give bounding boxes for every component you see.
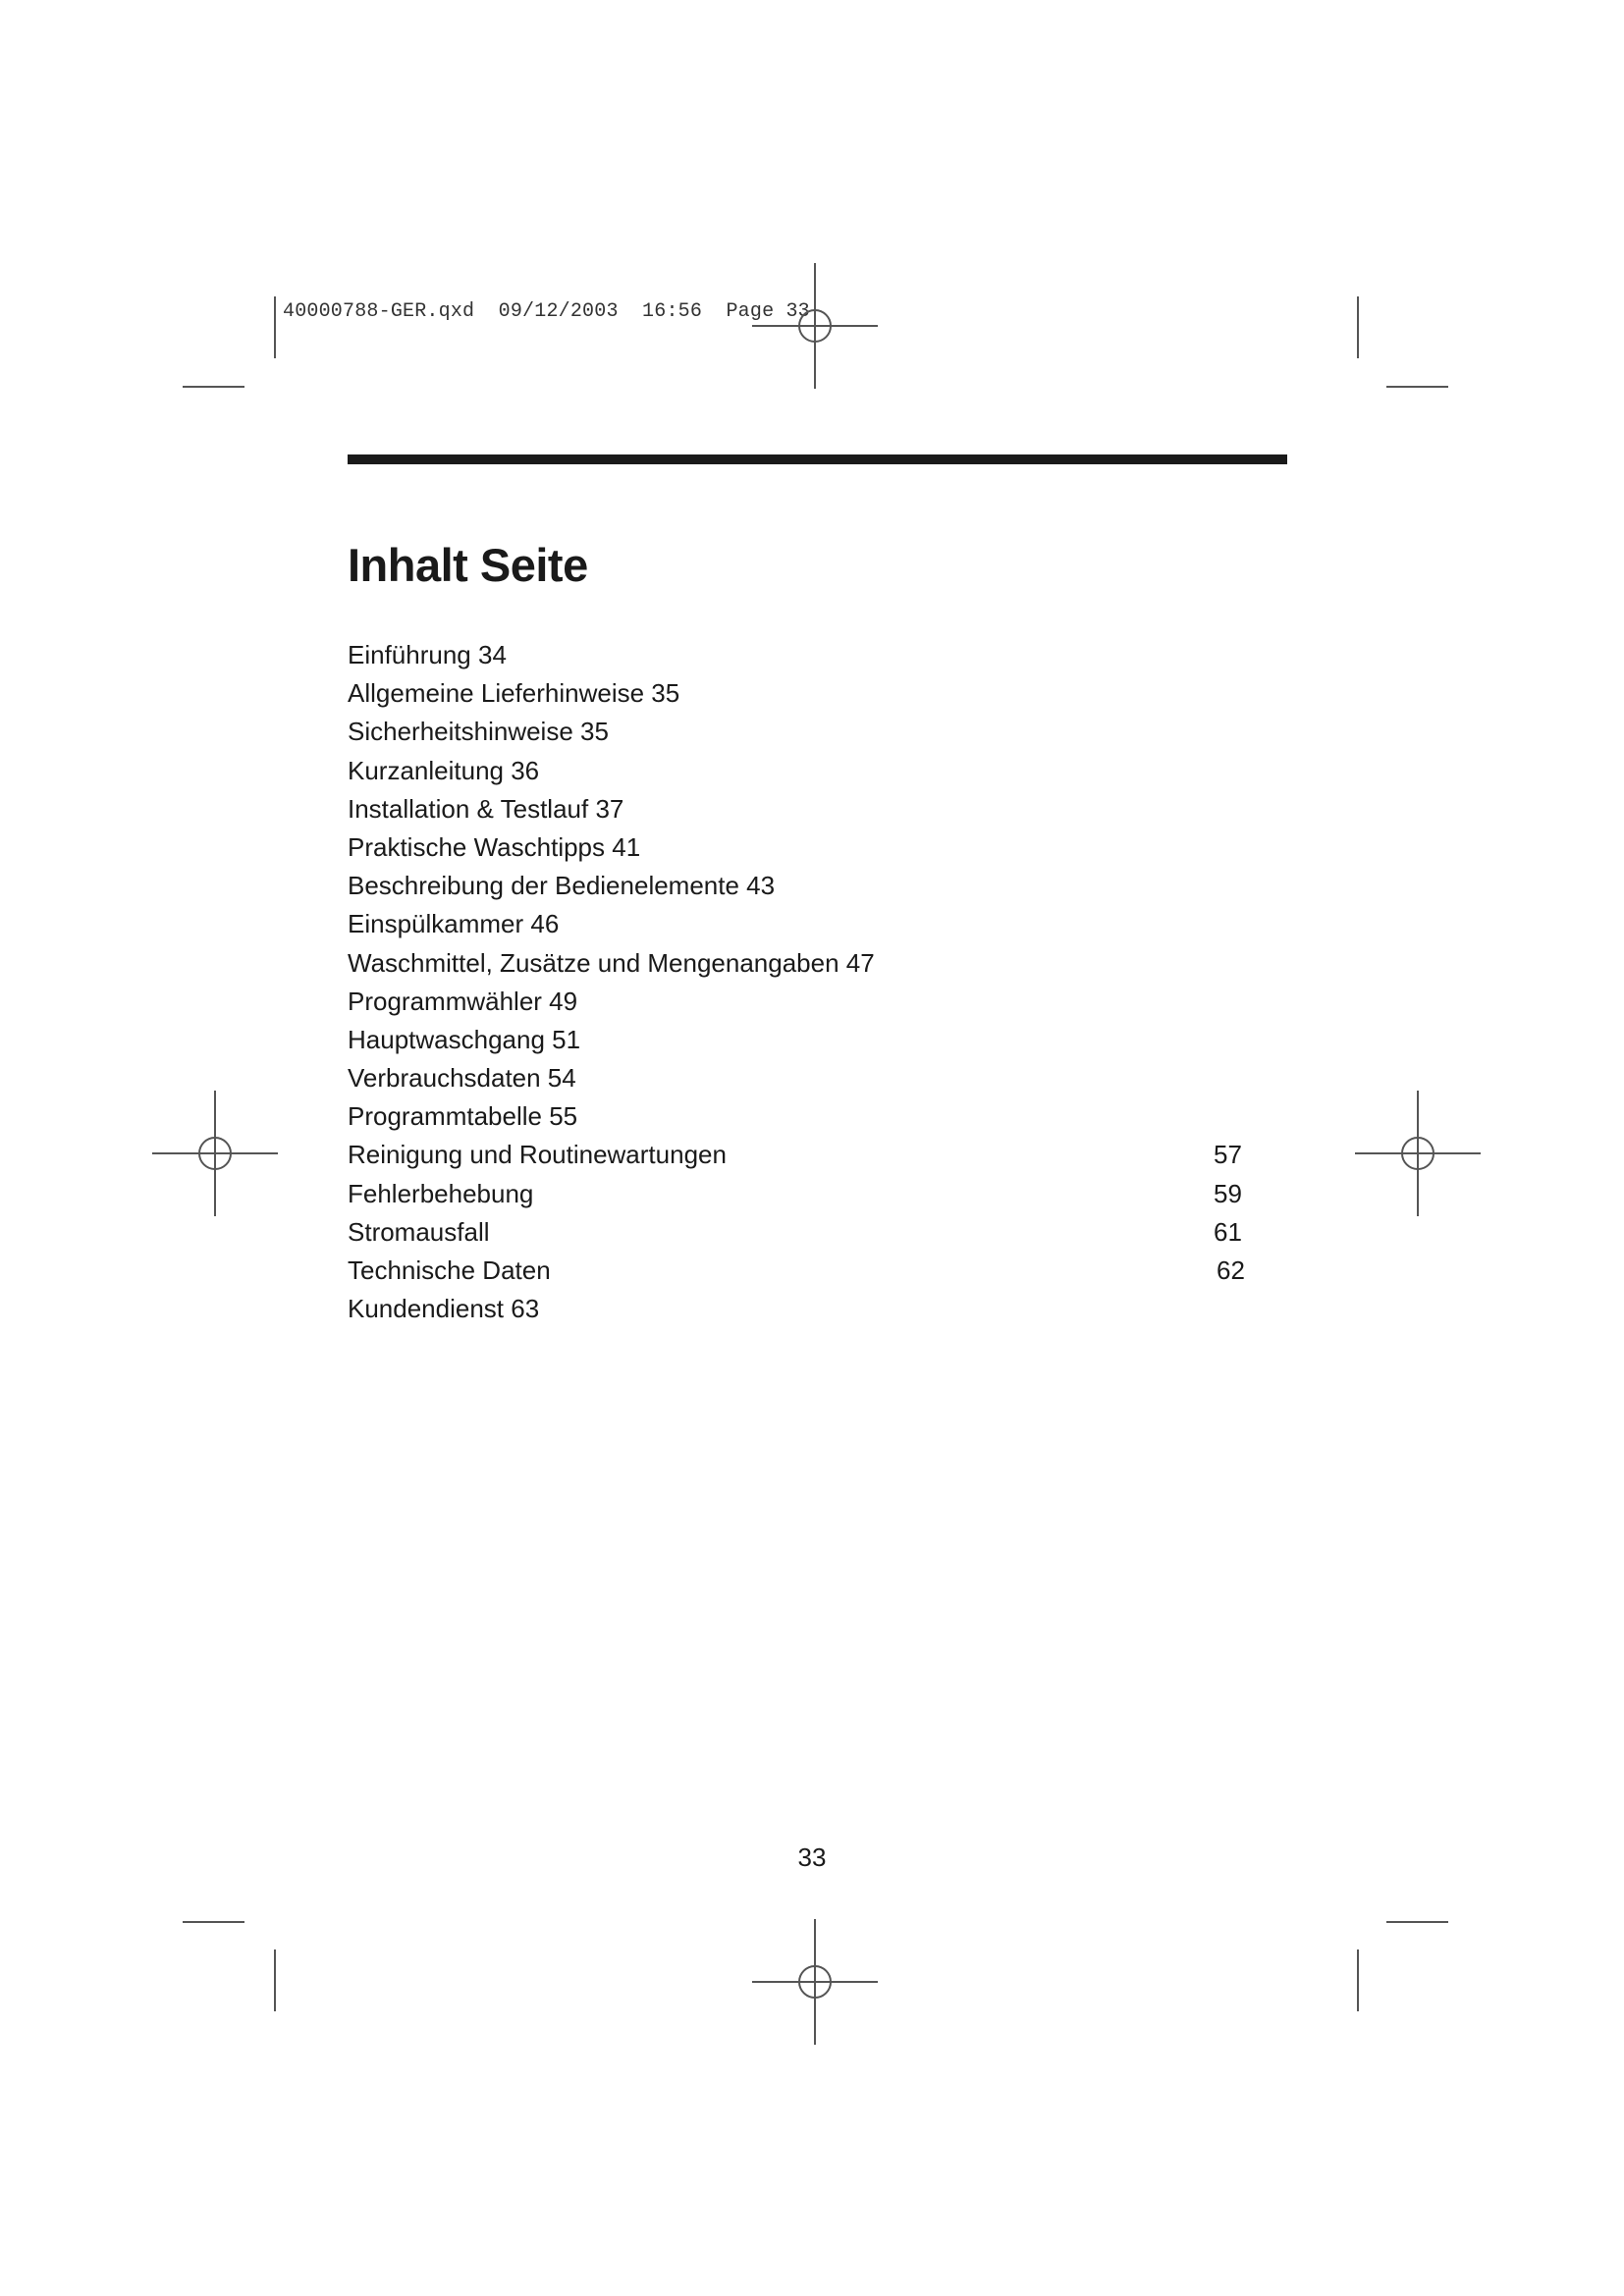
toc-entry-page: 59 (1214, 1178, 1242, 1208)
toc-entry-text: Kundendienst 63 (348, 1294, 540, 1324)
crop-mark-top-left-horizontal (183, 386, 244, 388)
toc-entry-text: Einführung 34 (348, 640, 507, 669)
toc-entry-page: 61 (1214, 1216, 1242, 1247)
toc-entry (348, 674, 1251, 713)
toc-entry-text: Programmwähler 49 (348, 986, 578, 1016)
toc-entry-title: Stromausfall (348, 1216, 490, 1247)
toc-entry-text: Waschmittel, Zusätze und Mengenangaben 47 (348, 947, 875, 978)
toc-entry (348, 752, 1251, 790)
toc-entry (348, 1097, 1251, 1136)
toc-entry-title: Reinigung und Routinewartungen (348, 1140, 727, 1170)
toc-entry (348, 713, 1251, 751)
toc-entry-text: Verbrauchsdaten 54 (348, 1063, 576, 1094)
registration-mark-left-icon (152, 1091, 278, 1216)
toc-entry (348, 944, 1251, 983)
toc-entry-text: Hauptwaschgang 51 (348, 1024, 581, 1054)
toc-entry-text: Kurzanleitung 36 (348, 755, 540, 785)
toc-entry-text: Sicherheitshinweise 35 (348, 717, 609, 747)
crop-mark-top-left-vertical (274, 296, 276, 358)
crop-mark-top-right-horizontal (1386, 386, 1448, 388)
toc-entry (348, 905, 1251, 943)
registration-mark-top-icon (752, 263, 878, 389)
toc-entry-text: Allgemeine Lieferhinweise 35 (348, 678, 680, 709)
crop-mark-bottom-left-horizontal (183, 1921, 244, 1923)
toc-entry (348, 1252, 1251, 1290)
toc-entry (348, 1136, 1251, 1174)
toc-entry-text: Einspülkammer 46 (348, 909, 560, 939)
toc-entry-page: 62 (1217, 1255, 1245, 1285)
registration-mark-bottom-icon (752, 1919, 878, 2045)
printer-slug: 40000788-GER.qxd 09/12/2003 16:56 Page 33 (283, 300, 810, 323)
page-title: Inhalt Seite (348, 539, 588, 591)
toc-entry (348, 1290, 1251, 1328)
toc-entry (348, 1213, 1251, 1252)
table-of-contents (348, 636, 1251, 1328)
toc-entry-page: 57 (1214, 1140, 1242, 1170)
toc-entry (348, 1059, 1251, 1097)
header-rule (348, 454, 1287, 464)
toc-entry-text: Beschreibung der Bedienelemente 43 (348, 871, 776, 901)
toc-entry (348, 1021, 1251, 1059)
toc-entry (348, 1175, 1251, 1213)
toc-entry (348, 790, 1251, 828)
toc-entry (348, 828, 1251, 867)
toc-entry (348, 867, 1251, 905)
registration-mark-right-icon (1355, 1091, 1481, 1216)
crop-mark-bottom-right-vertical (1357, 1949, 1359, 2011)
page-number: 33 (797, 1842, 827, 1872)
toc-entry (348, 983, 1251, 1021)
toc-entry-text: Programmtabelle 55 (348, 1101, 578, 1132)
toc-entry-title: Technische Daten (348, 1255, 551, 1285)
crop-mark-bottom-left-vertical (274, 1949, 276, 2011)
crop-mark-top-right-vertical (1357, 296, 1359, 358)
crop-mark-bottom-right-horizontal (1386, 1921, 1448, 1923)
toc-entry-text: Installation & Testlauf 37 (348, 793, 624, 824)
toc-entry (348, 636, 1251, 674)
toc-entry-title: Fehlerbehebung (348, 1178, 534, 1208)
toc-entry-text: Praktische Waschtipps 41 (348, 831, 641, 862)
